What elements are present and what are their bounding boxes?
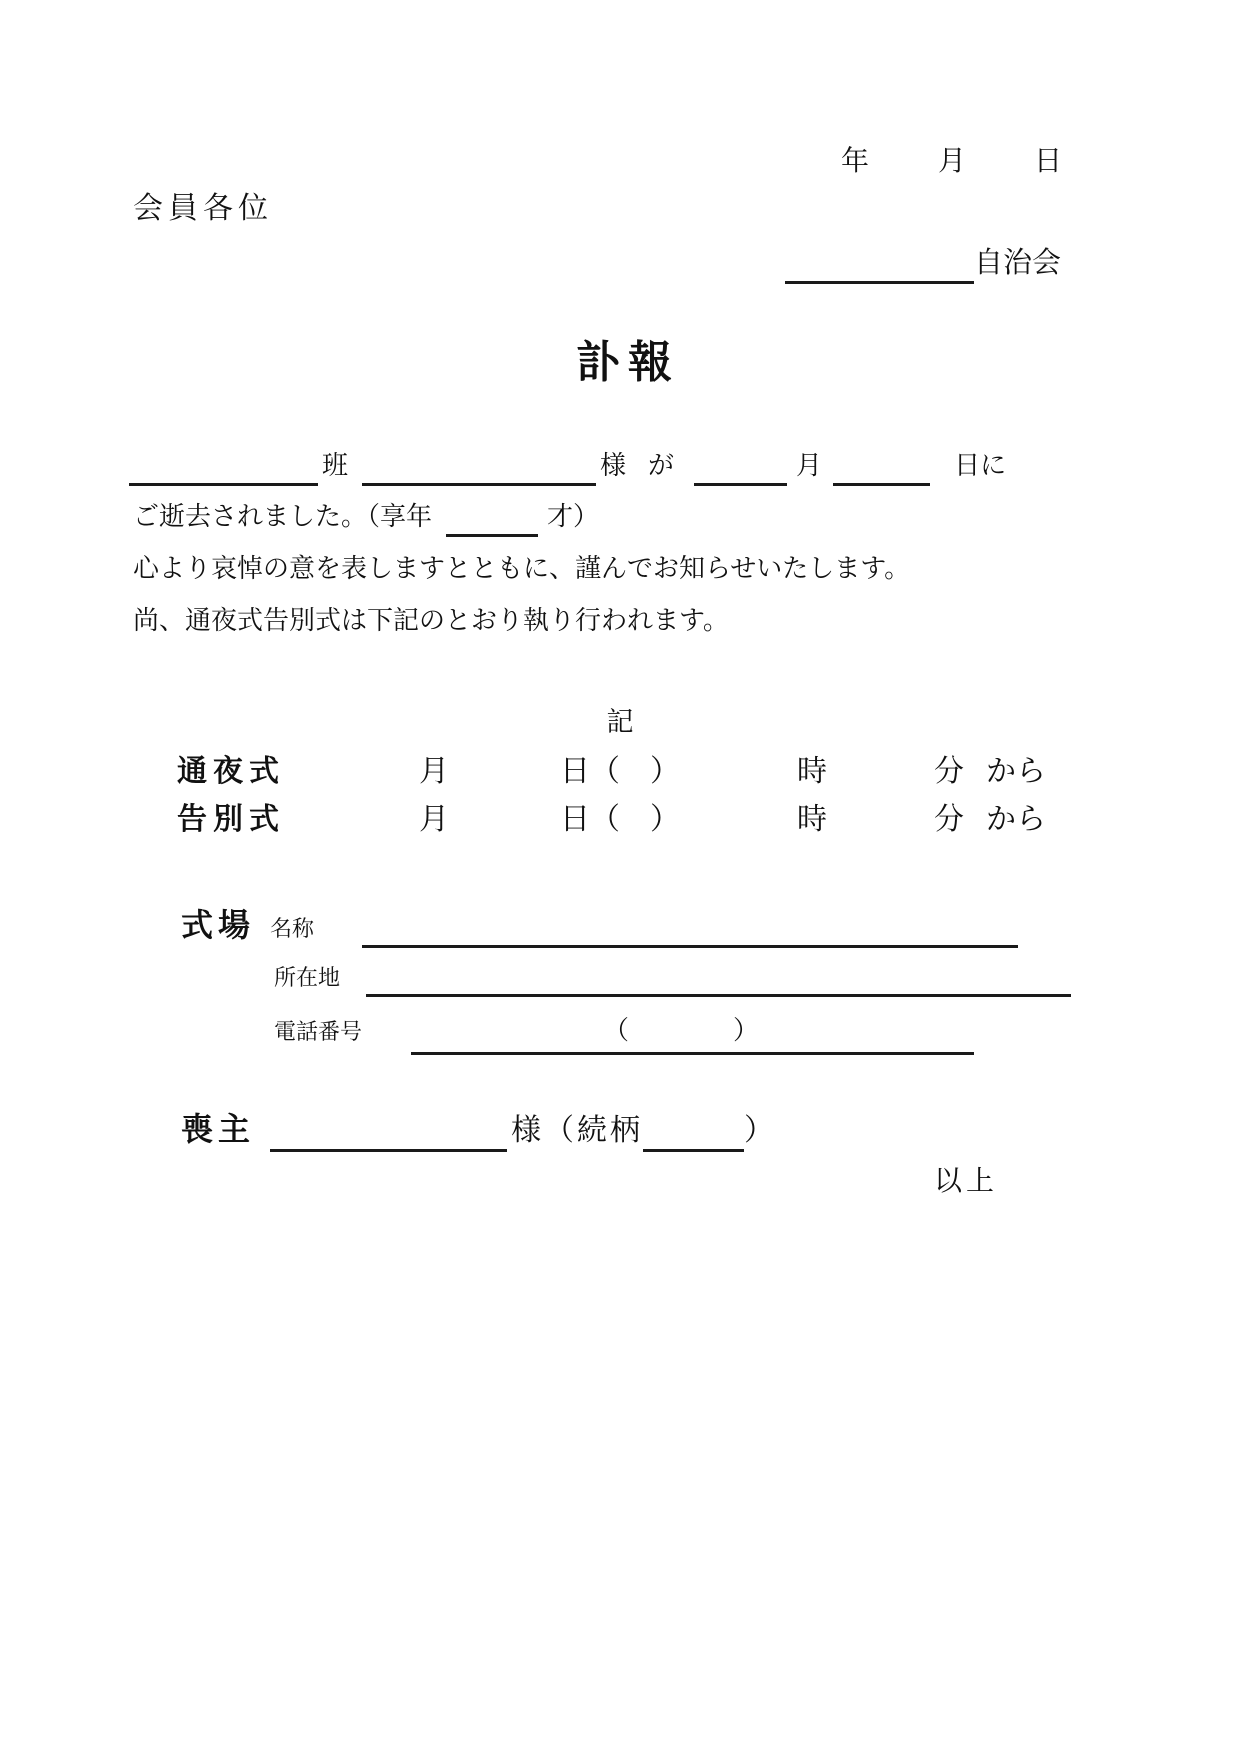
venue-address-row [274, 967, 1071, 997]
relation-blank [643, 1138, 744, 1152]
recipient-line [133, 194, 273, 224]
wake-label: 通夜式 [177, 755, 285, 788]
venue-address-label: 所在地 [274, 965, 341, 990]
intro-line-1 [129, 452, 1006, 486]
relation-close-paren: ） [744, 1114, 775, 1147]
funeral-row [177, 805, 1046, 835]
mourner-row [181, 1113, 774, 1152]
wake-month-label: 月 [419, 755, 449, 788]
phone-parens-text: （ ） [603, 1015, 760, 1045]
title-line [576, 338, 680, 387]
death-day-label: 日に [954, 450, 1007, 480]
age-blank [446, 523, 538, 537]
date-month-label: 月 [938, 145, 967, 176]
age-suffix-text: 才） [547, 501, 600, 531]
funeral-month-label: 月 [419, 803, 449, 836]
page-title: 訃報 [576, 338, 680, 387]
intro-line-3 [133, 555, 910, 581]
funeral-hour-label: 時 [797, 803, 827, 836]
group-blank [129, 472, 318, 486]
death-month-blank [694, 472, 787, 486]
venue-name-blank [362, 934, 1018, 948]
date-year-label: 年 [841, 145, 870, 176]
wake-minute-label: 分 [934, 755, 964, 788]
funeral-day-label: 日（ ） [560, 803, 680, 836]
funeral-from-label: から [986, 803, 1046, 836]
venue-address-blank [366, 983, 1071, 997]
wake-day-label: 日（ ） [560, 755, 680, 788]
venue-phone-label: 電話番号 [274, 1019, 363, 1044]
intro-line-4 [133, 607, 729, 633]
wake-hour-label: 時 [797, 755, 827, 788]
intro-line-2 [133, 503, 599, 537]
wake-row [177, 757, 1046, 787]
ceremony-notice-text: 尚、通夜式告別式は下記のとおり執り行われます。 [133, 605, 729, 635]
mourner-relation-label: 様（続柄 [511, 1114, 644, 1147]
funeral-label: 告別式 [177, 803, 285, 836]
association-name-blank [785, 270, 974, 284]
mourner-name-blank [270, 1138, 507, 1152]
particle-label: が [648, 450, 675, 480]
recipient-label: 会員各位 [133, 192, 273, 225]
closing-line [934, 1167, 998, 1195]
funeral-minute-label: 分 [934, 803, 964, 836]
wake-from-label: から [986, 755, 1046, 788]
date-line [841, 147, 1062, 175]
record-marker: 記 [606, 707, 634, 737]
death-day-blank [833, 472, 930, 486]
venue-name-label: 名称 [270, 916, 315, 941]
closing-label: 以上 [934, 1165, 999, 1196]
deceased-name-blank [362, 472, 596, 486]
association-line [785, 249, 1061, 284]
group-label: 班 [322, 450, 349, 480]
condolence-text: 心より哀悼の意を表しますとともに、謹んでお知らせいたします。 [133, 553, 911, 583]
passed-away-text: ご逝去されました。（享年 [133, 501, 433, 531]
venue-phone-row [274, 1017, 974, 1055]
venue-name-row [181, 909, 1018, 948]
death-month-label: 月 [796, 450, 823, 480]
venue-label: 式場 [181, 907, 256, 943]
mourner-label: 喪主 [181, 1111, 256, 1147]
association-label: 自治会 [974, 247, 1062, 279]
record-marker-line [0, 709, 1240, 736]
date-day-label: 日 [1034, 145, 1063, 176]
venue-phone-blank [411, 1017, 974, 1055]
honorific-label: 様 [600, 450, 627, 480]
